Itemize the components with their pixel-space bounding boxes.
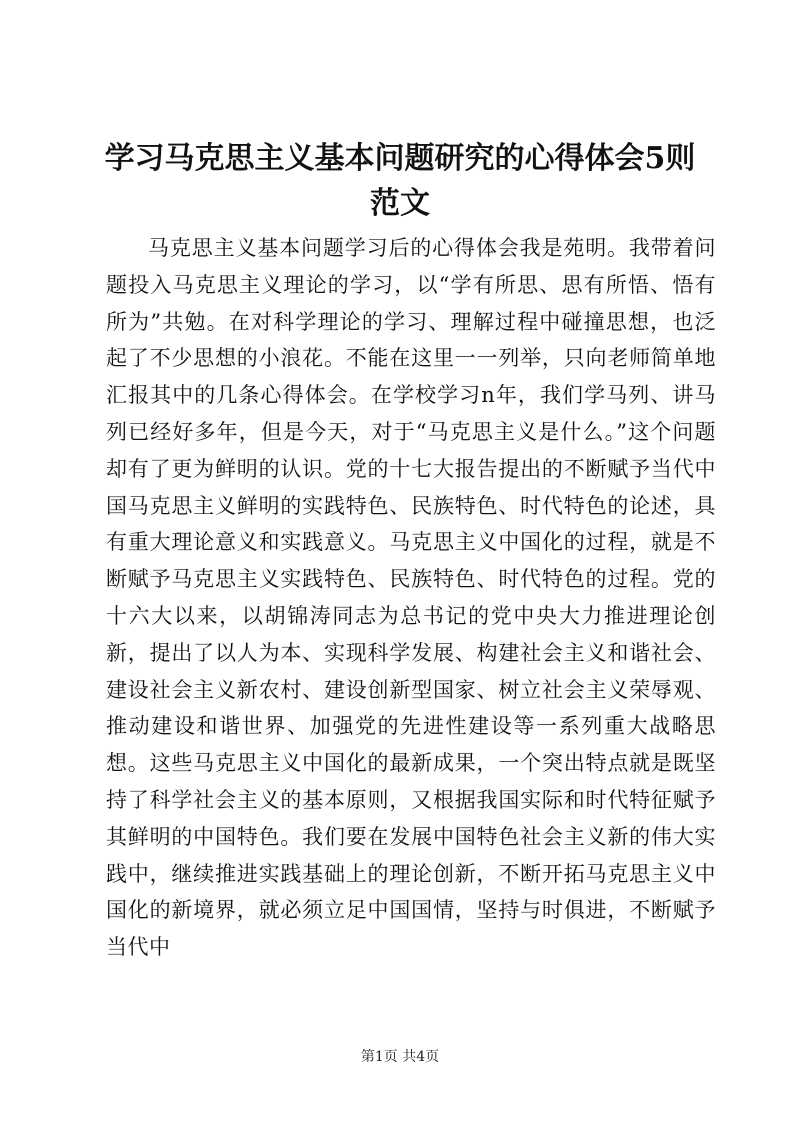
body-paragraph: 马克思主义基本问题学习后的心得体会我是苑明。我带着问题投入马克思主义理论的学习，以“学有所思、思有所悟、悟有所为”共勉。在对科学理论的学习、理解过程中碰撞思想，也泛起了不少思想的小浪花。不能在这里一一列举，只向老师简单地汇报其中的几条心得体会。在学校学习n年，我们学马列、讲马列已经好多年，但是今天，对于“马克思主义是什么。”这个问题却有了更为鲜明的认识。党的十七大报告提出的不断赋予当代中国马克思主义鲜明的实践特色、民族特色、时代特色的论述，具有重大理论意义和实践意义。马克思主义中国化的过程，就是不断赋予马克思主义实践特色、民族特色、时代特色的过程。党的十六大以来，以胡锦涛同志为总书记的党中央大力推进理论创新，提出了以人为本、实现科学发展、构建社会主义和谐社会、建设社会主义新农村、建设创新型国家、树立社会主义荣辱观、推动建设和谐世界、加强党的先进性建设等一系列重大战略思想。这些马克思主义中国化的最新成果，一个突出特点就是既坚持了科学社会主义的基本原则，又根据我国实际和时代特征赋予其鲜明的中国特色。我们要在发展中国特色社会主义新的伟大实践中，继续推进实践基础上的理论创新，不断开拓马克思主义中国化的新境界，就必须立足中国国情，坚持与时俱进，不断赋予当代中	[106, 236, 716, 960]
page-title: 学习马克思主义基本问题研究的心得体会5则范文	[104, 141, 696, 221]
page-footer: 第1页 共4页	[360, 1049, 440, 1065]
